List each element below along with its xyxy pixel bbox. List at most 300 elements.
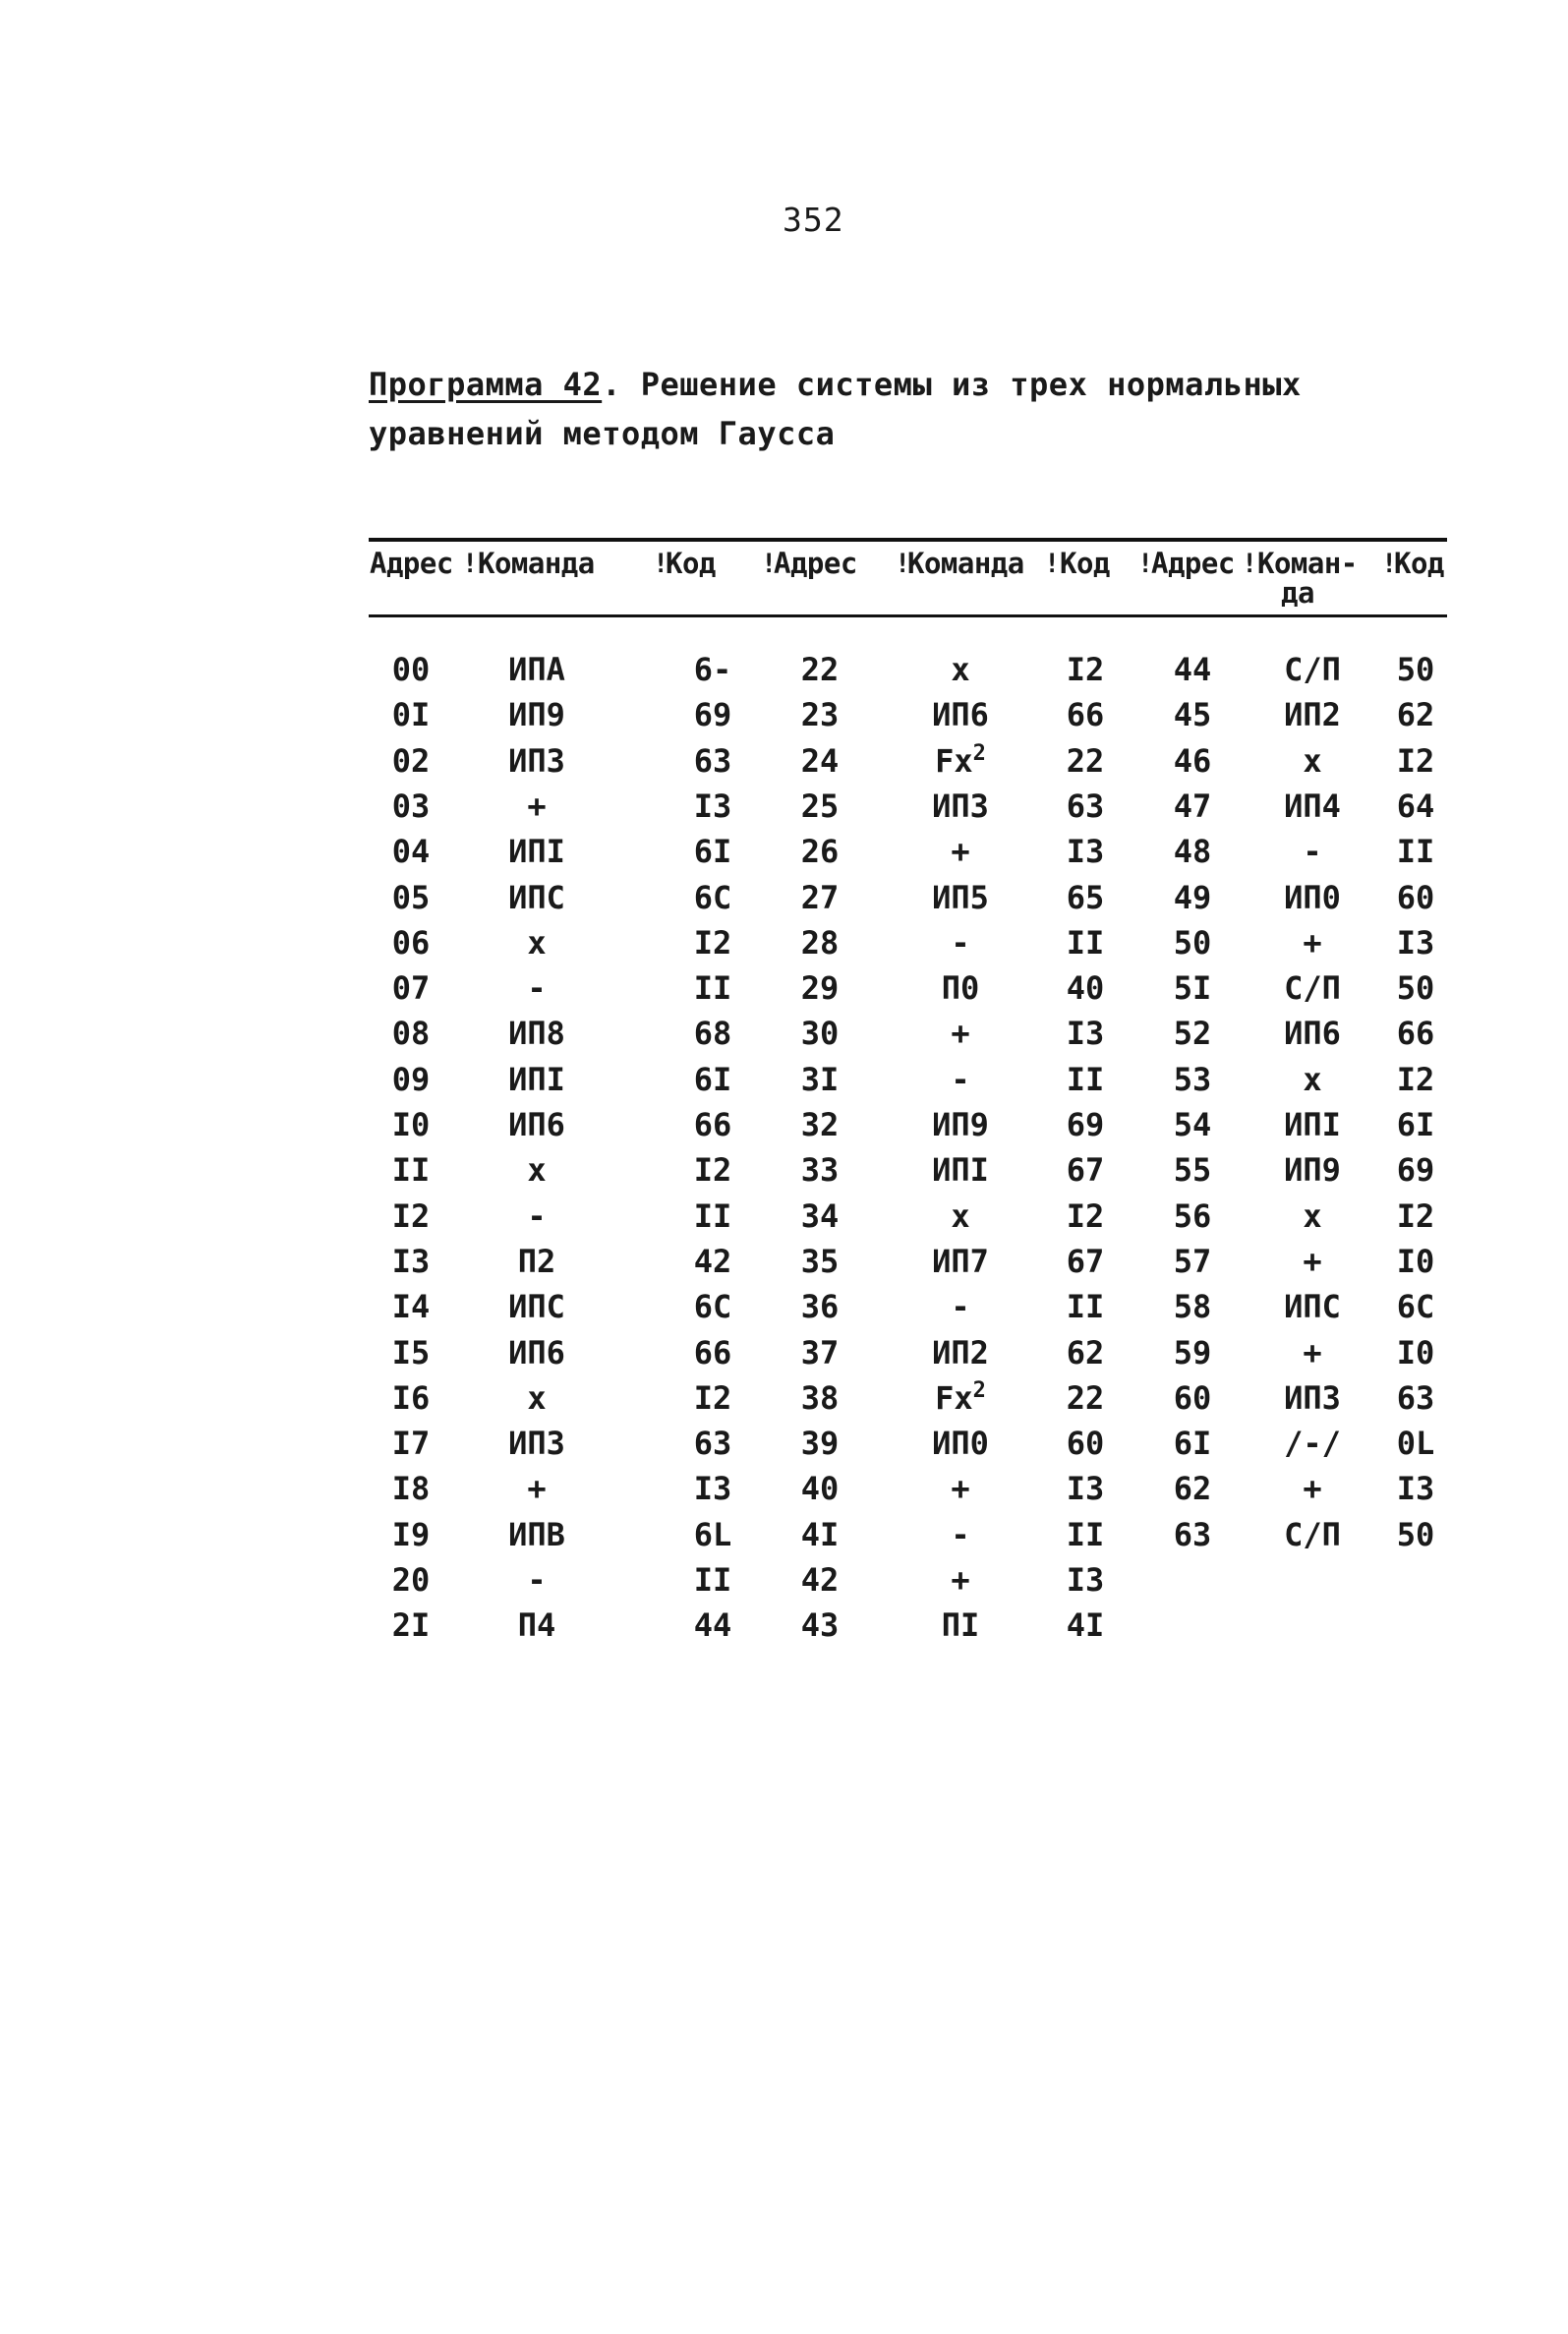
header-address-1: Адрес bbox=[370, 547, 453, 580]
code-cell-text: 66 bbox=[1396, 1015, 1435, 1053]
code-cell bbox=[1067, 1517, 1105, 1552]
command-cell-text: + bbox=[951, 1561, 970, 1599]
address-cell-text: 56 bbox=[1173, 1196, 1212, 1235]
code-cell-text: II bbox=[1396, 833, 1435, 871]
command-cell bbox=[527, 1198, 546, 1234]
address-cell-text: 45 bbox=[1173, 696, 1212, 734]
address-cell-text: 50 bbox=[1173, 923, 1212, 962]
command-cell bbox=[951, 1289, 969, 1324]
command-cell bbox=[1284, 1152, 1341, 1188]
code-cell bbox=[1397, 880, 1435, 915]
command-cell-text: ИП3 bbox=[1284, 1378, 1341, 1417]
address-cell-text: 32 bbox=[800, 1106, 840, 1143]
command-cell-text: x bbox=[951, 1196, 970, 1235]
address-cell bbox=[801, 1471, 840, 1506]
command-cell-text: ИПI bbox=[932, 1151, 989, 1190]
header-code-1: Код bbox=[666, 547, 716, 580]
command-cell-text: ИПС bbox=[1284, 1288, 1341, 1326]
command-cell-text: - bbox=[951, 1288, 970, 1326]
address-cell-text: 29 bbox=[800, 969, 840, 1008]
code-cell-text: II bbox=[693, 1561, 732, 1599]
code-cell-text: 6C bbox=[693, 878, 732, 916]
code-cell bbox=[1067, 1062, 1105, 1097]
address-cell-text: 00 bbox=[391, 651, 431, 688]
code-cell bbox=[1397, 788, 1435, 824]
code-cell-text: I2 bbox=[693, 1378, 732, 1417]
code-cell bbox=[1397, 925, 1435, 961]
command-cell bbox=[942, 970, 980, 1006]
command-cell bbox=[951, 925, 969, 961]
address-cell bbox=[392, 1426, 431, 1461]
address-cell bbox=[1174, 743, 1212, 779]
command-cell-text: С/П bbox=[1284, 651, 1341, 688]
code-cell-text: 60 bbox=[1066, 1425, 1105, 1463]
command-cell-text: + bbox=[1303, 923, 1322, 962]
code-cell-text: 66 bbox=[693, 1106, 732, 1143]
address-cell-text: 03 bbox=[391, 787, 431, 825]
address-cell bbox=[801, 788, 840, 824]
address-cell-text: 24 bbox=[800, 741, 840, 780]
code-cell-text: I3 bbox=[1396, 923, 1435, 962]
code-cell bbox=[1067, 1107, 1105, 1142]
address-cell bbox=[801, 1289, 840, 1324]
address-cell-text: 55 bbox=[1173, 1151, 1212, 1190]
command-cell bbox=[518, 1244, 556, 1279]
address-cell bbox=[1174, 1152, 1212, 1188]
command-cell-text: - bbox=[951, 1060, 970, 1098]
command-cell bbox=[1284, 1426, 1341, 1461]
address-cell-text: 6I bbox=[1173, 1425, 1212, 1463]
address-cell-text: 07 bbox=[391, 969, 431, 1008]
code-cell bbox=[1397, 1471, 1435, 1506]
code-cell-text: II bbox=[1066, 923, 1105, 962]
address-cell bbox=[801, 1244, 840, 1279]
address-cell-text: 43 bbox=[800, 1606, 840, 1645]
address-cell-text: 59 bbox=[1173, 1333, 1212, 1371]
code-cell-text: 6L bbox=[693, 1515, 732, 1553]
header-code-2: Код bbox=[1060, 547, 1110, 580]
header-command-3-line1: Коман- bbox=[1257, 547, 1358, 580]
address-cell bbox=[801, 1380, 840, 1416]
address-cell-text: I9 bbox=[391, 1515, 431, 1553]
address-cell-text: 4I bbox=[800, 1515, 840, 1553]
command-cell bbox=[951, 1517, 969, 1552]
code-cell bbox=[694, 1152, 732, 1188]
command-cell bbox=[1284, 788, 1341, 824]
command-cell bbox=[932, 1244, 989, 1279]
address-cell-text: 23 bbox=[800, 696, 840, 734]
address-cell bbox=[801, 1607, 840, 1643]
code-cell bbox=[1067, 652, 1105, 687]
code-cell bbox=[1397, 1244, 1435, 1279]
command-cell bbox=[932, 880, 989, 915]
code-cell-text: 22 bbox=[1066, 1378, 1105, 1417]
code-cell bbox=[1397, 1517, 1435, 1552]
header-separator: ! bbox=[1242, 549, 1258, 579]
command-cell bbox=[1303, 1335, 1321, 1371]
command-cell bbox=[1284, 1289, 1341, 1324]
command-cell bbox=[508, 1335, 565, 1371]
address-cell bbox=[392, 1244, 431, 1279]
address-cell bbox=[392, 1107, 431, 1142]
address-cell bbox=[392, 1016, 431, 1051]
address-cell-text: 44 bbox=[1173, 651, 1212, 688]
command-cell-text: + bbox=[951, 1470, 970, 1508]
command-cell bbox=[527, 970, 546, 1006]
address-cell-text: 20 bbox=[391, 1561, 431, 1599]
command-cell-text: ИП9 bbox=[1284, 1151, 1341, 1190]
header-address-3: Адрес bbox=[1151, 547, 1235, 580]
address-cell bbox=[1174, 1426, 1212, 1461]
code-cell-text: I2 bbox=[1066, 651, 1105, 688]
code-cell-text: I3 bbox=[1396, 1470, 1435, 1508]
code-cell bbox=[694, 880, 732, 915]
command-cell bbox=[508, 1517, 565, 1552]
command-cell bbox=[1284, 970, 1341, 1006]
address-cell bbox=[801, 970, 840, 1006]
address-cell bbox=[392, 834, 431, 869]
code-cell-text: II bbox=[1066, 1288, 1105, 1326]
address-cell bbox=[1174, 788, 1212, 824]
header-address-2: Адрес bbox=[774, 547, 857, 580]
command-cell-text: - bbox=[951, 923, 970, 962]
code-cell-text: 50 bbox=[1396, 969, 1435, 1008]
address-cell-text: 63 bbox=[1173, 1515, 1212, 1553]
address-cell-text: 33 bbox=[800, 1151, 840, 1190]
command-cell bbox=[508, 743, 565, 779]
command-cell-text: П4 bbox=[517, 1606, 556, 1645]
code-cell bbox=[1397, 1198, 1435, 1234]
page-number: 352 bbox=[783, 201, 844, 239]
address-cell-text: I8 bbox=[391, 1470, 431, 1508]
address-cell-text: 3I bbox=[800, 1060, 840, 1098]
command-cell bbox=[951, 652, 969, 687]
code-cell bbox=[1067, 1016, 1105, 1051]
address-cell bbox=[1174, 1107, 1212, 1142]
code-cell bbox=[694, 1562, 732, 1598]
address-cell bbox=[801, 880, 840, 915]
code-cell-text: 62 bbox=[1066, 1333, 1105, 1371]
code-cell bbox=[694, 1107, 732, 1142]
code-cell bbox=[694, 1607, 732, 1643]
code-cell bbox=[1067, 788, 1105, 824]
address-cell bbox=[801, 743, 840, 779]
command-cell-text: ИПС bbox=[508, 1288, 565, 1326]
code-cell bbox=[1067, 834, 1105, 869]
code-cell bbox=[694, 697, 732, 732]
command-cell bbox=[1303, 1062, 1321, 1097]
code-cell-text: 63 bbox=[1066, 787, 1105, 825]
address-cell bbox=[392, 697, 431, 732]
code-cell bbox=[1067, 925, 1105, 961]
program-title bbox=[369, 360, 1401, 458]
command-cell-text: С/П bbox=[1284, 1515, 1341, 1553]
command-cell bbox=[508, 1062, 565, 1097]
command-cell bbox=[935, 740, 986, 780]
address-cell bbox=[801, 1335, 840, 1371]
code-cell-text: 62 bbox=[1396, 696, 1435, 734]
header-separator: ! bbox=[1137, 549, 1154, 579]
address-cell-text: 04 bbox=[391, 833, 431, 871]
command-cell-text: + bbox=[951, 833, 970, 871]
code-cell-text: I2 bbox=[1066, 1196, 1105, 1235]
address-cell bbox=[1174, 1016, 1212, 1051]
command-cell-text: + bbox=[1303, 1470, 1322, 1508]
command-cell bbox=[527, 788, 546, 824]
code-cell-text: II bbox=[693, 969, 732, 1008]
address-cell bbox=[801, 1062, 840, 1097]
address-cell-text: 35 bbox=[800, 1242, 840, 1280]
command-cell bbox=[508, 880, 565, 915]
address-cell-text: 5I bbox=[1173, 969, 1212, 1008]
code-cell bbox=[1067, 1380, 1105, 1416]
address-cell bbox=[801, 1152, 840, 1188]
command-cell-text: ИП3 bbox=[508, 1425, 565, 1463]
command-cell-text: ИП2 bbox=[932, 1333, 989, 1371]
address-cell bbox=[392, 1289, 431, 1324]
code-cell bbox=[1067, 970, 1105, 1006]
address-cell-text: 36 bbox=[800, 1288, 840, 1326]
header-separator: ! bbox=[462, 549, 479, 579]
address-cell-text: 34 bbox=[800, 1196, 840, 1235]
command-cell bbox=[935, 1377, 986, 1417]
address-cell-text: I6 bbox=[391, 1378, 431, 1417]
address-cell bbox=[801, 697, 840, 732]
address-cell bbox=[801, 1107, 840, 1142]
command-cell bbox=[508, 1426, 565, 1461]
address-cell-text: 0I bbox=[391, 696, 431, 734]
address-cell-text: 42 bbox=[800, 1561, 840, 1599]
address-cell bbox=[1174, 880, 1212, 915]
address-cell-text: 46 bbox=[1173, 741, 1212, 780]
code-cell-text: 0L bbox=[1396, 1425, 1435, 1463]
command-cell bbox=[951, 1016, 969, 1051]
command-cell bbox=[932, 788, 989, 824]
command-cell bbox=[942, 1607, 980, 1643]
command-cell-text: С/П bbox=[1284, 969, 1341, 1008]
address-cell bbox=[1174, 652, 1212, 687]
code-cell bbox=[1067, 743, 1105, 779]
code-cell-text: I3 bbox=[693, 1470, 732, 1508]
code-cell bbox=[1397, 1380, 1435, 1416]
code-cell-text: I2 bbox=[1396, 1060, 1435, 1098]
header-separator: ! bbox=[895, 549, 911, 579]
address-cell-text: 40 bbox=[800, 1470, 840, 1508]
address-cell bbox=[1174, 1380, 1212, 1416]
address-cell-text: 57 bbox=[1173, 1242, 1212, 1280]
command-cell-text: ИП3 bbox=[932, 787, 989, 825]
command-cell bbox=[1284, 1016, 1341, 1051]
code-cell bbox=[694, 652, 732, 687]
program-title-line2: уравнений методом Гаусса bbox=[369, 415, 836, 452]
code-cell-text: I3 bbox=[1066, 1561, 1105, 1599]
address-cell-text: 28 bbox=[800, 923, 840, 962]
code-cell-text: I3 bbox=[1066, 1470, 1105, 1508]
address-cell bbox=[801, 1562, 840, 1598]
command-cell bbox=[1303, 743, 1321, 779]
code-cell-text: 66 bbox=[1066, 696, 1105, 734]
address-cell-text: 09 bbox=[391, 1060, 431, 1098]
address-cell bbox=[392, 1562, 431, 1598]
code-cell-text: 64 bbox=[1396, 787, 1435, 825]
address-cell bbox=[1174, 1244, 1212, 1279]
code-cell bbox=[1397, 1152, 1435, 1188]
command-cell-text: - bbox=[527, 1561, 547, 1599]
header-separator: ! bbox=[761, 549, 778, 579]
address-cell-text: I4 bbox=[391, 1288, 431, 1326]
command-cell bbox=[932, 1335, 989, 1371]
code-cell bbox=[694, 1426, 732, 1461]
command-cell-text: ИП2 bbox=[1284, 696, 1341, 734]
code-cell-text: 69 bbox=[693, 696, 732, 734]
code-cell bbox=[1067, 1607, 1105, 1643]
code-cell bbox=[1067, 1471, 1105, 1506]
command-cell bbox=[951, 1562, 969, 1598]
command-cell-text: ИПС bbox=[508, 878, 565, 916]
code-cell bbox=[694, 970, 732, 1006]
code-cell-text: 6I bbox=[693, 833, 732, 871]
command-cell bbox=[508, 652, 565, 687]
command-cell-text: ИПА bbox=[508, 651, 565, 688]
code-cell-text: 50 bbox=[1396, 651, 1435, 688]
address-cell-text: 08 bbox=[391, 1015, 431, 1053]
address-cell bbox=[392, 880, 431, 915]
header-separator: ! bbox=[1044, 549, 1061, 579]
code-cell-text: I2 bbox=[693, 923, 732, 962]
command-cell-text: x bbox=[527, 923, 547, 962]
command-cell bbox=[527, 1380, 546, 1416]
code-cell bbox=[1067, 1244, 1105, 1279]
command-cell bbox=[527, 925, 546, 961]
address-cell bbox=[801, 925, 840, 961]
code-cell bbox=[1397, 834, 1435, 869]
command-cell-text: П0 bbox=[941, 969, 980, 1008]
command-cell-text: + bbox=[527, 787, 547, 825]
command-cell bbox=[527, 1152, 546, 1188]
address-cell-text: I7 bbox=[391, 1425, 431, 1463]
address-cell bbox=[392, 1380, 431, 1416]
address-cell-text: I0 bbox=[391, 1106, 431, 1143]
header-command-3 bbox=[1257, 549, 1358, 608]
command-superscript: 2 bbox=[972, 740, 986, 766]
command-cell bbox=[1284, 1517, 1341, 1552]
code-cell-text: 69 bbox=[1396, 1151, 1435, 1190]
code-cell-text: II bbox=[693, 1196, 732, 1235]
code-cell-text: 65 bbox=[1066, 878, 1105, 916]
command-cell-text: ИП6 bbox=[932, 696, 989, 734]
code-cell-text: 63 bbox=[693, 1425, 732, 1463]
address-cell bbox=[392, 1198, 431, 1234]
program-title-label: Программа 42 bbox=[369, 366, 603, 403]
command-cell bbox=[951, 1062, 969, 1097]
address-cell-text: 02 bbox=[391, 741, 431, 780]
address-cell bbox=[801, 834, 840, 869]
address-cell bbox=[1174, 1517, 1212, 1552]
code-cell-text: 69 bbox=[1066, 1106, 1105, 1143]
command-cell-text: ИП9 bbox=[508, 696, 565, 734]
code-cell bbox=[694, 1198, 732, 1234]
code-cell bbox=[1397, 652, 1435, 687]
command-cell bbox=[527, 1562, 546, 1598]
command-cell-text: ИП0 bbox=[932, 1425, 989, 1463]
command-cell-text: ИП6 bbox=[508, 1333, 565, 1371]
address-cell-text: 37 bbox=[800, 1333, 840, 1371]
code-cell bbox=[694, 1471, 732, 1506]
code-cell-text: 44 bbox=[693, 1606, 732, 1645]
command-cell bbox=[951, 1198, 969, 1234]
command-cell bbox=[1303, 925, 1321, 961]
code-cell-text: I3 bbox=[1066, 1015, 1105, 1053]
table-top-rule bbox=[369, 538, 1447, 542]
command-cell bbox=[1284, 1107, 1341, 1142]
code-cell bbox=[694, 834, 732, 869]
code-cell bbox=[1067, 1426, 1105, 1461]
code-cell bbox=[1067, 1562, 1105, 1598]
command-cell bbox=[508, 697, 565, 732]
table-header-rule bbox=[369, 614, 1447, 617]
code-cell bbox=[1397, 1107, 1435, 1142]
command-cell bbox=[932, 697, 989, 732]
command-cell-text: - bbox=[951, 1515, 970, 1553]
address-cell bbox=[801, 1198, 840, 1234]
code-cell-text: 4I bbox=[1066, 1606, 1105, 1645]
command-cell bbox=[508, 834, 565, 869]
command-cell bbox=[1284, 880, 1341, 915]
address-cell bbox=[801, 1517, 840, 1552]
code-cell-text: I3 bbox=[693, 787, 732, 825]
command-cell-text: + bbox=[527, 1470, 547, 1508]
command-cell bbox=[1303, 834, 1321, 869]
address-cell-text: 52 bbox=[1173, 1015, 1212, 1053]
command-cell-text: ИП3 bbox=[508, 741, 565, 780]
address-cell-text: 60 bbox=[1173, 1378, 1212, 1417]
code-cell-text: 66 bbox=[693, 1333, 732, 1371]
address-cell-text: 27 bbox=[800, 878, 840, 916]
address-cell bbox=[392, 1152, 431, 1188]
code-cell bbox=[1067, 1198, 1105, 1234]
code-cell bbox=[694, 788, 732, 824]
address-cell-text: 39 bbox=[800, 1425, 840, 1463]
code-cell bbox=[694, 925, 732, 961]
code-cell-text: 63 bbox=[693, 741, 732, 780]
command-cell bbox=[1303, 1471, 1321, 1506]
header-command-3-line2: да bbox=[1281, 576, 1314, 610]
code-cell-text: 6C bbox=[693, 1288, 732, 1326]
header-command-2: Команда bbox=[907, 547, 1024, 580]
command-cell-text: x bbox=[527, 1378, 547, 1417]
code-cell bbox=[1067, 697, 1105, 732]
command-cell-text: /-/ bbox=[1284, 1425, 1341, 1463]
address-cell bbox=[1174, 1471, 1212, 1506]
command-cell-text: ИПВ bbox=[508, 1515, 565, 1553]
address-cell bbox=[392, 743, 431, 779]
command-cell-text: ИП8 bbox=[508, 1015, 565, 1053]
code-cell-text: 60 bbox=[1396, 878, 1435, 916]
command-cell-text: - bbox=[527, 969, 547, 1008]
address-cell-text: 54 bbox=[1173, 1106, 1212, 1143]
code-cell bbox=[1067, 1152, 1105, 1188]
address-cell-text: 2I bbox=[391, 1606, 431, 1645]
code-cell-text: 42 bbox=[693, 1242, 732, 1280]
address-cell bbox=[1174, 834, 1212, 869]
command-cell-text: x bbox=[1303, 1060, 1322, 1098]
command-cell-text: + bbox=[951, 1015, 970, 1053]
command-cell-text: ИПI bbox=[1284, 1106, 1341, 1143]
code-cell-text: 63 bbox=[1396, 1378, 1435, 1417]
command-cell bbox=[1303, 1198, 1321, 1234]
command-cell-text: Fx bbox=[935, 1378, 973, 1417]
address-cell bbox=[1174, 925, 1212, 961]
